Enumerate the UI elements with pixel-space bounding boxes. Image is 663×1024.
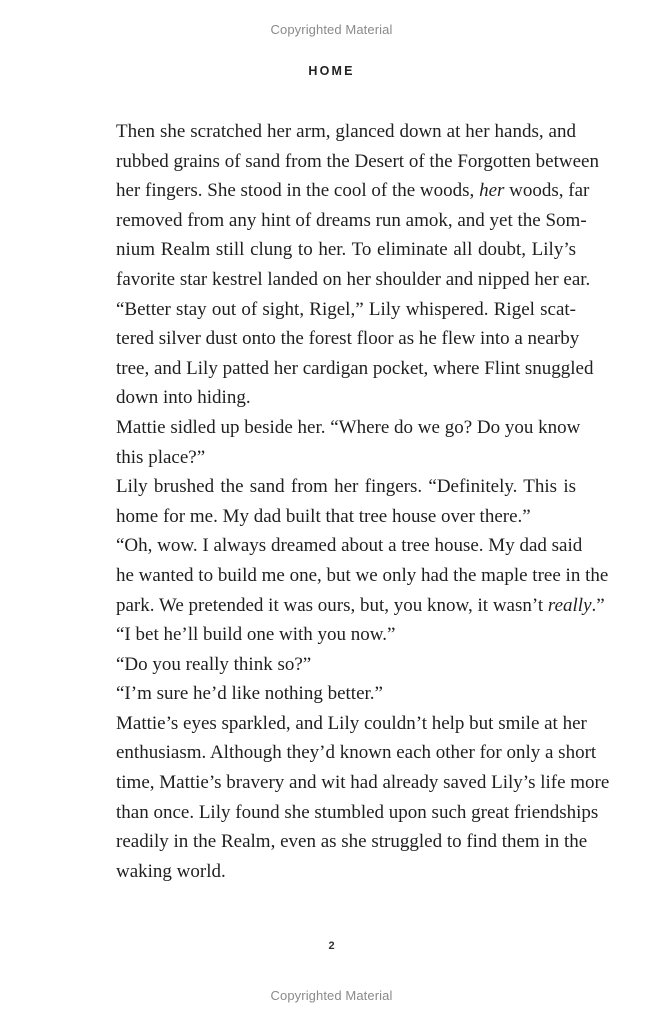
text-line: than once. Lily found she stumbled upon such great friendships: [116, 801, 599, 823]
text-run: .”: [591, 594, 605, 616]
paragraph: [116, 709, 610, 887]
text-line: “Do you really think so?”: [116, 653, 312, 675]
text-line: this place?”: [116, 446, 206, 468]
text-run: park. We pretended it was ours, but, you know, it wasn’t: [116, 594, 548, 616]
running-head: HOME: [308, 64, 355, 78]
text-line: enthusiasm. Although they’d known each other for only a short: [116, 742, 597, 764]
text-line: Then she scratched her arm, glanced down at her hands, and: [116, 121, 576, 142]
text-line: tered silver dust onto the forest floor as he flew into a nearby: [116, 328, 580, 350]
text-run: her fingers. She stood in the cool of the woods,: [116, 180, 480, 202]
text-line: “Better stay out of sight, Rigel,” Lily whispered. Rigel scat-: [116, 298, 576, 320]
body-text: [116, 117, 610, 886]
text-line: rubbed grains of sand from the Desert of the Forgotten between: [116, 150, 599, 172]
text-line: nium Realm still clung to her. To eliminate all doubt, Lily’s: [116, 239, 576, 261]
text-line: waking world.: [116, 860, 226, 882]
text-line: “I’m sure he’d like nothing better.”: [116, 683, 383, 705]
text-line: down into hiding.: [116, 387, 251, 409]
copyright-watermark-bottom: Copyrighted Material: [270, 988, 393, 1003]
paragraph: [116, 472, 576, 531]
text-line: “I bet he’ll build one with you now.”: [116, 624, 396, 646]
text-line: “Oh, wow. I always dreamed about a tree house. My dad said: [116, 535, 583, 557]
page-number: 2: [328, 940, 335, 952]
text-line: home for me. My dad built that tree house over there.”: [116, 505, 531, 527]
text-line: Mattie sidled up beside her. “Where do we go? Do you know: [116, 416, 581, 438]
paragraph: [116, 413, 581, 472]
paragraph: [116, 679, 576, 709]
text-line: Lily brushed the sand from her fingers. “Definitely. This is: [116, 476, 576, 498]
text-line: he wanted to build me one, but we only had the maple tree in the: [116, 564, 609, 586]
text-line: [116, 591, 605, 621]
paragraph: [116, 650, 576, 680]
text-run: woods, far: [504, 180, 590, 202]
paragraph: [116, 531, 609, 620]
text-line: Mattie’s eyes sparkled, and Lily couldn’t help but smile at her: [116, 712, 587, 734]
paragraph: [116, 295, 594, 413]
paragraph: [116, 117, 599, 295]
text-line: tree, and Lily patted her cardigan pocket, where Flint snuggled: [116, 357, 594, 379]
italic-run: really: [547, 594, 592, 616]
text-line: [116, 176, 590, 206]
text-line: readily in the Realm, even as she struggled to find them in the: [116, 831, 588, 853]
text-line: removed from any hint of dreams run amok, and yet the Som-: [116, 209, 587, 231]
paragraph: [116, 620, 576, 650]
italic-run: her: [479, 180, 505, 202]
text-line: favorite star kestrel landed on her shoulder and nipped her ear.: [116, 268, 591, 290]
copyright-watermark-top: Copyrighted Material: [270, 22, 393, 37]
text-line: time, Mattie’s bravery and wit had already saved Lily’s life more: [116, 772, 610, 794]
